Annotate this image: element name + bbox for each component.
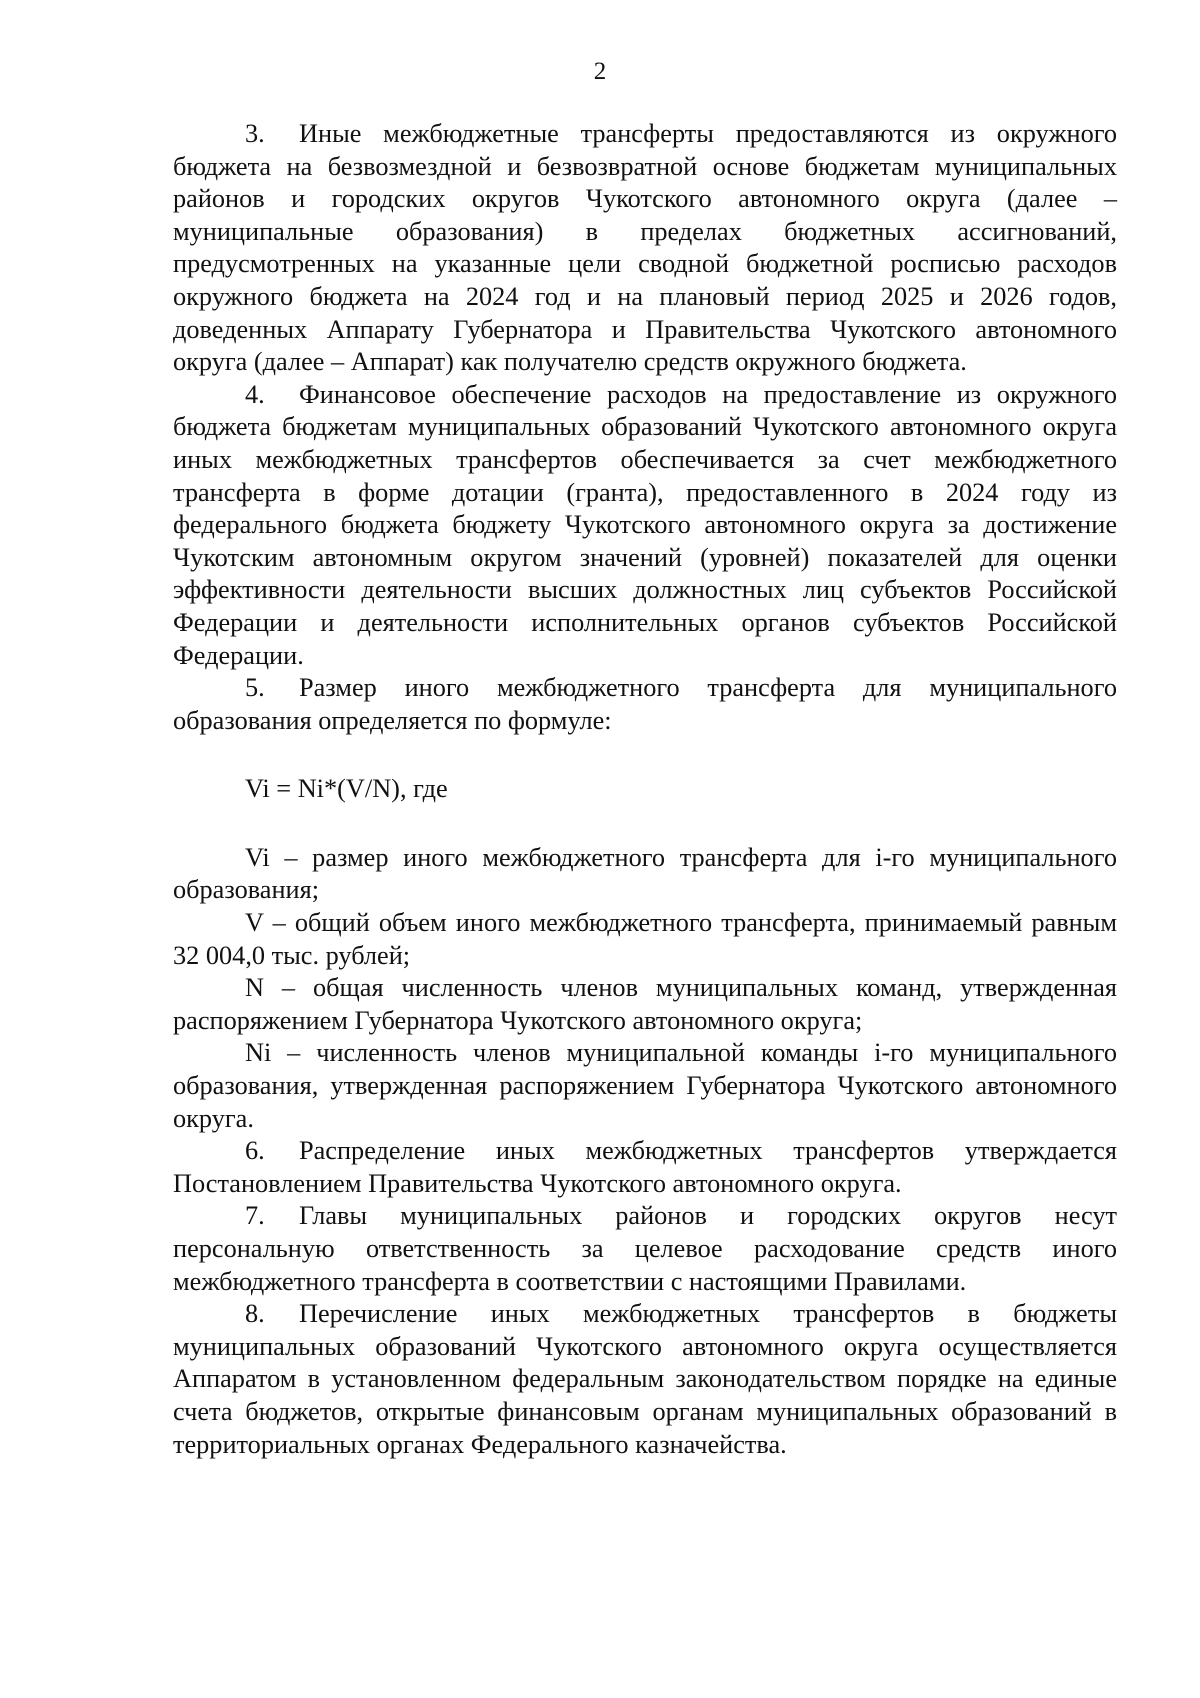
paragraph-5 [173, 672, 1117, 737]
definition-n: N – общая численность членов муниципальных команд, утвержденная распоряжением Губернатора Чукотского автономного округа; [173, 973, 1117, 1035]
paragraph-text: Финансовое обеспечение расходов на предоставление из окружного бюджета бюджетам муниципальных образований Чукотского автономного округа иных межбюджетных трансфертов обеспечивается за счет межбюджетного трансферта в форме дотации (гранта), предоставленного в 2024 году из федерального бюджета бюджету Чукотского автономного округа за достижение Чукотским автономным округом значений (уровней) показателей для оценки эффективности деятельности высших должностных лиц субъектов Российской Федерации и деятельности исполнительных органов субъектов Российской Федерации. [173, 379, 1117, 670]
paragraph-number: 5. [245, 673, 265, 703]
document-body [173, 118, 1117, 1461]
paragraph-3 [173, 118, 1117, 379]
paragraph-number: 7. [245, 1201, 265, 1231]
paragraph-text: Размер иного межбюджетного трансферта для муниципального образования определяется по формуле: [173, 673, 1117, 735]
paragraph-6 [173, 1135, 1117, 1200]
paragraph-text: Распределение иных межбюджетных трансфертов утверждается Постановлением Правительства Чукотского автономного округа. [173, 1136, 1117, 1198]
paragraph-text: Перечисление иных межбюджетных трансфертов в бюджеты муниципальных образований Чукотского автономного округа осуществляется Аппаратом в установленном федеральным законодательством порядке на единые счета бюджетов, открытые финансовым органам муниципальных образований в территориальных органах Федерального казначейства. [173, 1299, 1117, 1459]
definition-vi: Vi – размер иного межбюджетного трансферта для i-го муниципального образования; [173, 842, 1117, 905]
paragraph-text: Главы муниципальных районов и городских округов несут персональную ответственность за целевое расходование средств иного межбюджетного трансферта в соответствии с настоящими Правилами. [173, 1201, 1117, 1296]
paragraph-number: 4. [245, 379, 265, 409]
paragraph-8 [173, 1298, 1117, 1461]
formula: Vi = Ni*(V/N), где [245, 774, 448, 804]
paragraph-number: 3. [245, 119, 265, 148]
paragraph-number: 8. [245, 1299, 265, 1329]
definition-ni: Ni – численность членов муниципальной команды i-го муниципального образования, утвержденная распоряжением Губернатора Чукотского автономного округа. [173, 1038, 1117, 1133]
definition-v: V – общий объем иного межбюджетного трансферта, принимаемый равным 32 004,0 тыс. рублей; [173, 908, 1117, 970]
page-number: 2 [593, 58, 607, 85]
paragraph-number: 6. [245, 1136, 265, 1166]
paragraph-text: Иные межбюджетные трансферты предоставляются из окружного бюджета на безвозмездной и безвозвратной основе бюджетам муниципальных районов и городских округов Чукотского автономного округа (далее – муниципальные образования) в пределах бюджетных ассигнований, предусмотренных на указанные цели сводной бюджетной росписью расходов окружного бюджета на 2024 год и на плановый период 2025 и 2026 годов, доведенных Аппарату Губернатора и Правительства Чукотского автономного округа (далее – Аппарат) как получателю средств окружного бюджета. [173, 119, 1117, 377]
paragraph-7 [173, 1200, 1117, 1298]
paragraph-4 [173, 379, 1117, 672]
